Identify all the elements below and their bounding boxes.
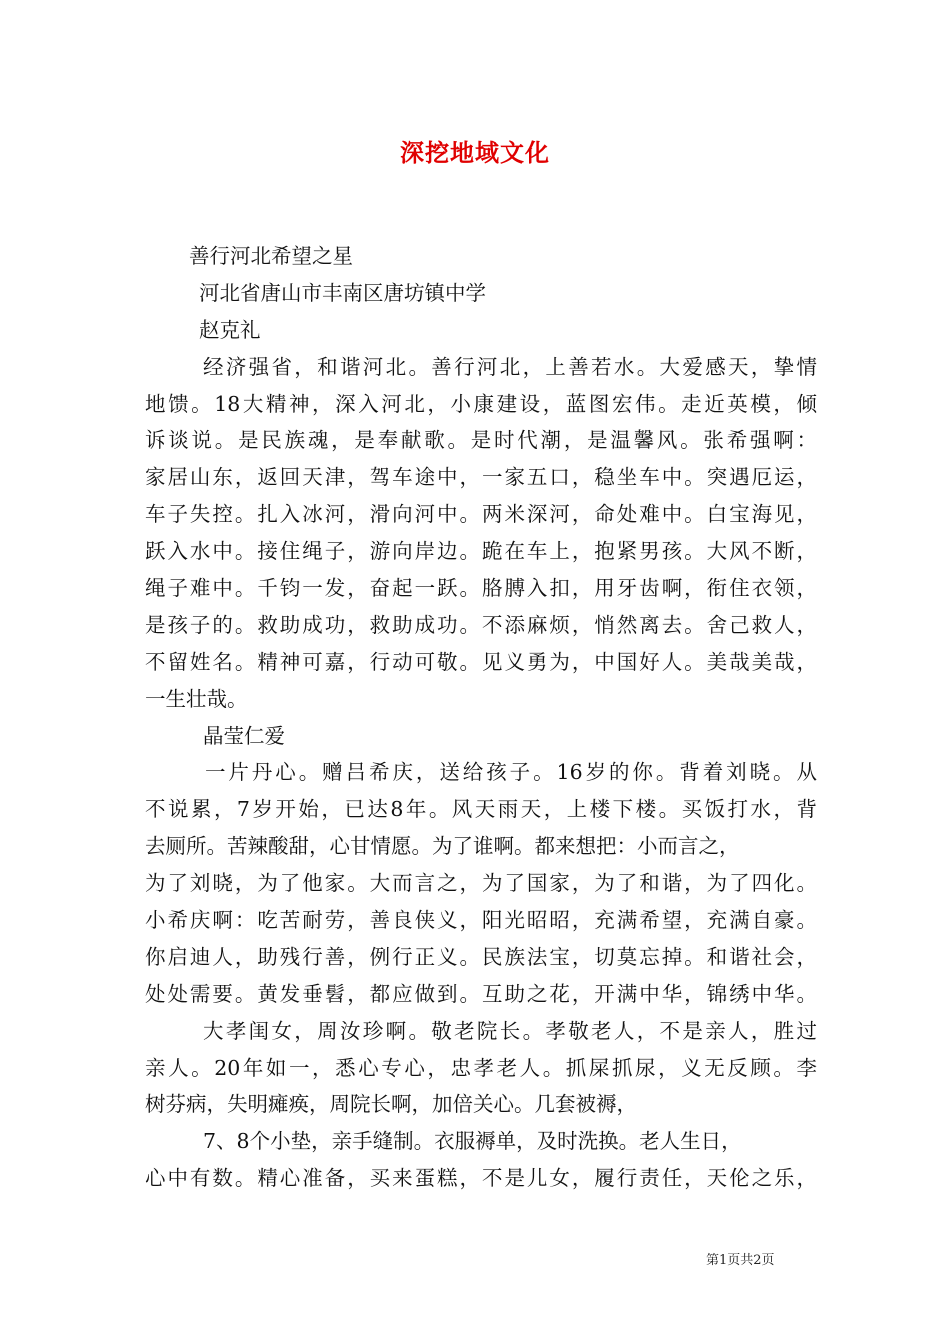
text-line: 赵克礼 — [199, 317, 261, 342]
text-line: 不留姓名。精神可嘉，行动可敬。见义勇为，中国好人。美哉美哉， — [145, 649, 817, 674]
text-line: 树芬病，失明瘫痪，周院长啊，加倍关心。几套被褥， — [145, 1092, 637, 1117]
text-line: 一生壮哉。 — [145, 686, 248, 711]
text-line: 一片丹心。赠吕希庆，送给孩子。16岁的你。背着刘晓。从 — [205, 760, 817, 785]
document-title: 深挖地域文化 — [400, 138, 550, 167]
text-line: 亲人。20年如一，悉心专心，忠孝老人。抓屎抓尿，义无反顾。李 — [145, 1055, 817, 1080]
text-line: 晶莹仁爱 — [203, 723, 285, 748]
text-line: 大孝闺女，周汝珍啊。敬老院长。孝敬老人，不是亲人，胜过 — [203, 1018, 817, 1043]
text-line: 7、8个小垫，亲手缝制。衣服褥单，及时洗换。老人生日， — [203, 1129, 742, 1154]
text-line: 绳子难中。千钧一发，奋起一跃。胳膊入扣，用牙齿啊，衔住衣领， — [145, 576, 817, 601]
page-number: 第1页共2页 — [706, 1253, 775, 1268]
document-body — [145, 238, 817, 1197]
text-line: 处处需要。黄发垂髫，都应做到。互助之花，开满中华，锦绣中华。 — [145, 981, 817, 1006]
text-line: 善行河北希望之星 — [189, 244, 353, 268]
text-line: 诉谈说。是民族魂，是奉献歌。是时代潮，是温馨风。张希强啊： — [145, 428, 817, 453]
text-line: 经济强省，和谐河北。善行河北，上善若水。大爱感天，挚情 — [203, 354, 817, 379]
text-line: 小希庆啊：吃苦耐劳，善良侠义，阳光昭昭，充满希望，充满自豪。 — [145, 908, 817, 933]
text-line: 不说累，7岁开始，已达8年。风天雨天，上楼下楼。买饭打水，背 — [145, 797, 817, 822]
text-line: 河北省唐山市丰南区唐坊镇中学 — [199, 280, 486, 305]
text-line: 是孩子的。救助成功，救助成功。不添麻烦，悄然离去。舍己救人， — [145, 612, 817, 637]
text-line: 心中有数。精心准备，买来蛋糕，不是儿女，履行责任，天伦之乐， — [145, 1166, 817, 1191]
text-line: 家居山东，返回天津，驾车途中，一家五口，稳坐车中。突遇厄运， — [145, 465, 817, 490]
text-line: 跃入水中。接住绳子，游向岸边。跪在车上，抱紧男孩。大风不断， — [145, 539, 817, 564]
text-line: 车子失控。扎入冰河，滑向河中。两米深河，命处难中。白宝海见， — [145, 502, 817, 527]
text-line: 去厕所。苦辣酸甜，心甘情愿。为了谁啊。都来想把：小而言之， — [145, 834, 740, 859]
text-line: 你启迪人，助残行善，例行正义。民族法宝，切莫忘掉。和谐社会， — [145, 944, 817, 969]
text-line: 为了刘晓，为了他家。大而言之，为了国家，为了和谐，为了四化。 — [145, 871, 817, 896]
text-line: 地馈。18大精神，深入河北，小康建设，蓝图宏伟。走近英模，倾 — [145, 391, 817, 416]
